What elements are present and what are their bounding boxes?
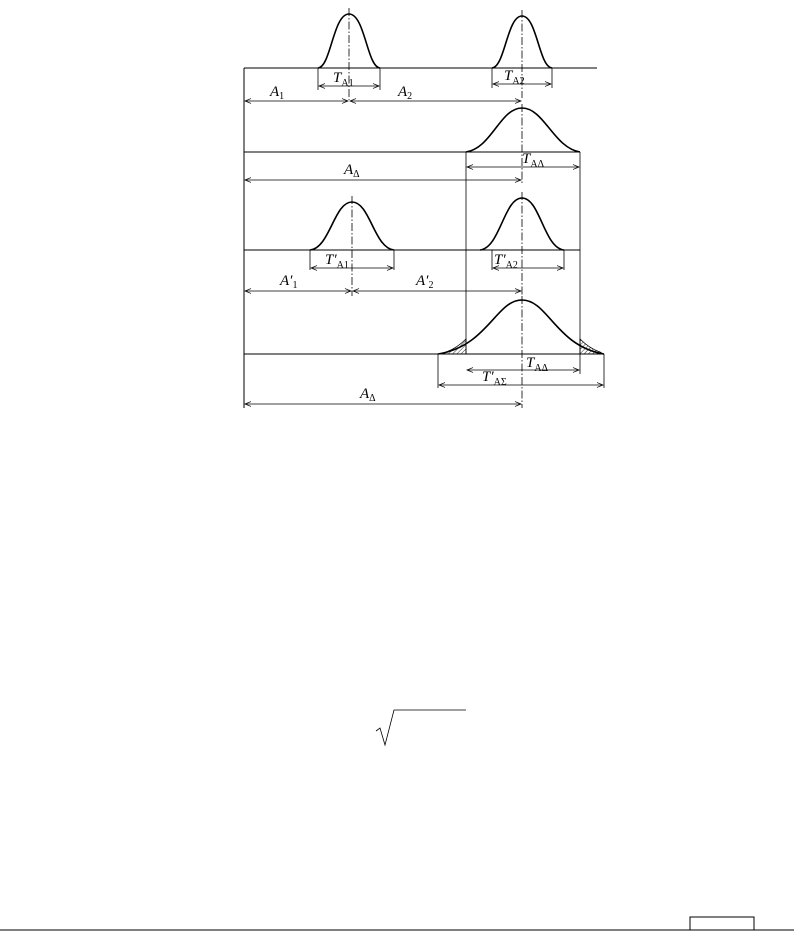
- label-ta2-prime: $T'_{A2}$: [494, 252, 518, 271]
- hatched-tail-right: [580, 339, 603, 354]
- label-ta-delta-2: $T_{A\Delta}$: [526, 355, 548, 374]
- label-ta-delta: $T_{A\Delta}$: [522, 151, 544, 170]
- label-ta-sigma-prime: $T'_{A\Sigma}$: [482, 369, 507, 388]
- label-a2: $A_2$: [398, 84, 413, 102]
- label-ta1: $T_{A1}$: [333, 70, 354, 89]
- label-a2-prime: $A'_2$: [416, 273, 434, 291]
- radical-text: √: [0, 0, 1, 1]
- label-ta1-prime: $T'_{A1}$: [325, 252, 349, 271]
- label-a1-prime: $A'_1$: [280, 273, 298, 291]
- label-ta2: $T_{A2}$: [504, 68, 525, 87]
- label-a-delta: $A_\Delta$: [344, 162, 360, 180]
- distribution-curve-a-delta: [466, 108, 580, 152]
- label-a1: $A_1$: [270, 84, 285, 102]
- label-a-delta-2: $A_\Delta$: [360, 386, 376, 404]
- hatched-tail-left: [443, 339, 466, 354]
- radical-sign: [376, 710, 466, 745]
- page-number-box: [690, 917, 754, 930]
